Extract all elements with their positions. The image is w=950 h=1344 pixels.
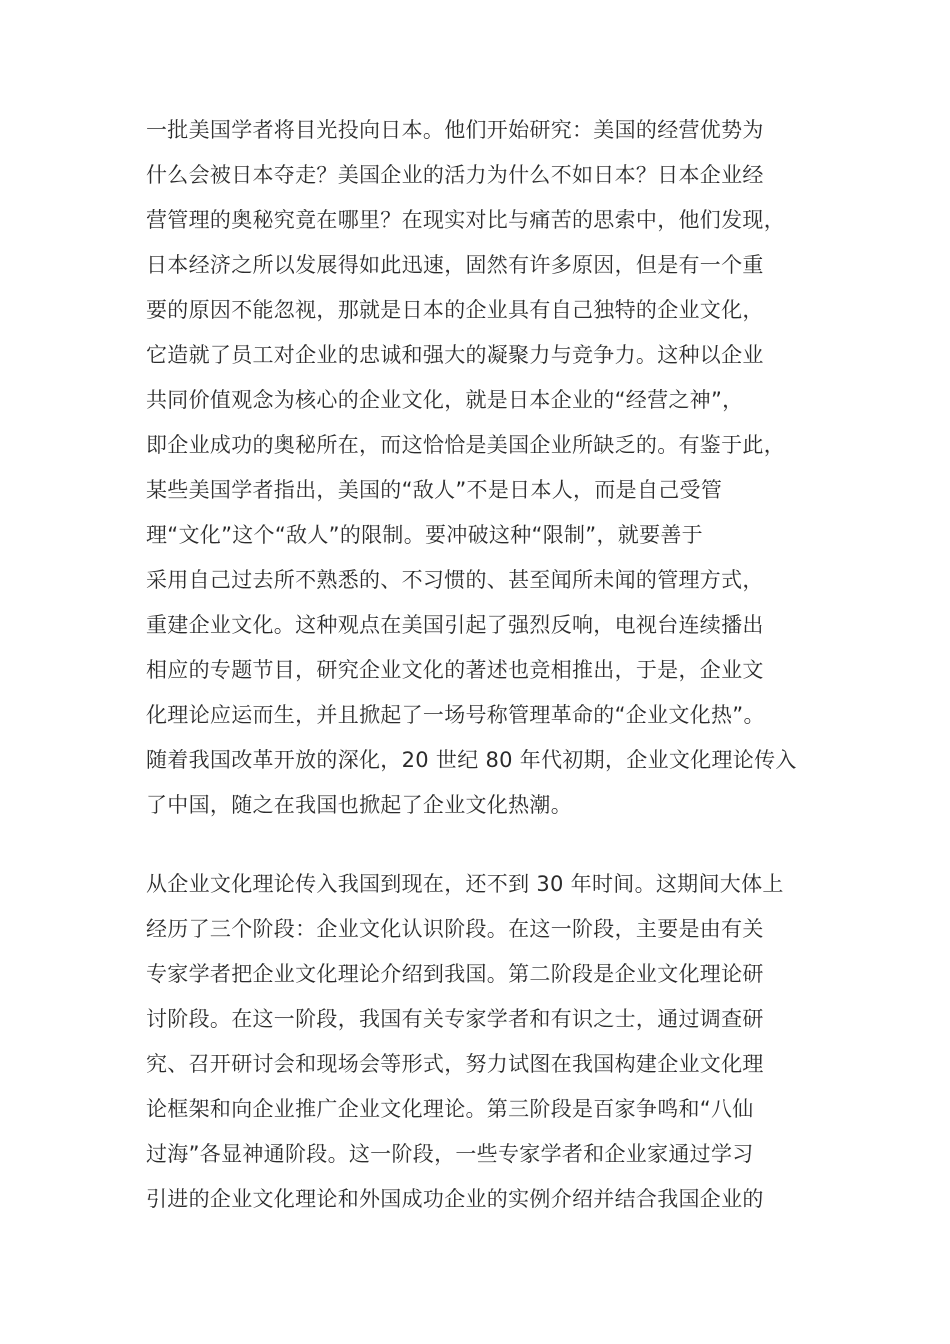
text-line: 即企业成功的奥秘所在，而这恰恰是美国企业所缺乏的。有鉴于此，	[146, 433, 785, 457]
text-line: 过海”各显神通阶段。这一阶段，一些专家学者和企业家通过学习	[146, 1142, 754, 1166]
text-line: 要的原因不能忽视，那就是日本的企业具有自己独特的企业文化，	[146, 298, 764, 322]
text-line: 引进的企业文化理论和外国成功企业的实例介绍并结合我国企业的	[146, 1187, 764, 1211]
text-line: 什么会被日本夺走？美国企业的活力为什么不如日本？日本企业经	[146, 163, 764, 187]
text-line: 理“文化”这个“敌人”的限制。要冲破这种“限制”，就要善于	[146, 523, 703, 547]
text-line: 经历了三个阶段：企业文化认识阶段。在这一阶段，主要是由有关	[146, 917, 764, 941]
text-line: 采用自己过去所不熟悉的、不习惯的、甚至闻所未闻的管理方式，	[146, 568, 764, 592]
text-line: 日本经济之所以发展得如此迅速，固然有许多原因，但是有一个重	[146, 253, 764, 277]
text-line: 化理论应运而生，并且掀起了一场号称管理革命的“企业文化热”。	[146, 703, 765, 727]
text-line: 讨阶段。在这一阶段，我国有关专家学者和有识之士，通过调查研	[146, 1007, 764, 1031]
text-line: 随着我国改革开放的深化，20 世纪 80 年代初期，企业文化理论传入	[146, 748, 797, 772]
paragraph-2	[146, 862, 816, 1222]
text-line: 相应的专题节目，研究企业文化的著述也竞相推出，于是，企业文	[146, 658, 764, 682]
text-line: 一批美国学者将目光投向日本。他们开始研究：美国的经营优势为	[146, 118, 764, 142]
text-line: 重建企业文化。这种观点在美国引起了强烈反响，电视台连续播出	[146, 613, 764, 637]
text-line: 从企业文化理论传入我国到现在，还不到 30 年时间。这期间大体上	[146, 872, 784, 896]
text-line: 营管理的奥秘究竟在哪里？在现实对比与痛苦的思索中，他们发现，	[146, 208, 785, 232]
text-line: 它造就了员工对企业的忠诚和强大的凝聚力与竞争力。这种以企业	[146, 343, 764, 367]
text-line: 论框架和向企业推广企业文化理论。第三阶段是百家争鸣和“八仙	[146, 1097, 754, 1121]
text-line: 了中国，随之在我国也掀起了企业文化热潮。	[146, 793, 572, 817]
text-line: 专家学者把企业文化理论介绍到我国。第二阶段是企业文化理论研	[146, 962, 764, 986]
paragraph-1	[146, 108, 816, 828]
text-line: 某些美国学者指出，美国的“敌人”不是日本人，而是自己受管	[146, 478, 723, 502]
text-line: 究、召开研讨会和现场会等形式，努力试图在我国构建企业文化理	[146, 1052, 764, 1076]
text-line: 共同价值观念为核心的企业文化，就是日本企业的“经营之神”，	[146, 388, 744, 412]
